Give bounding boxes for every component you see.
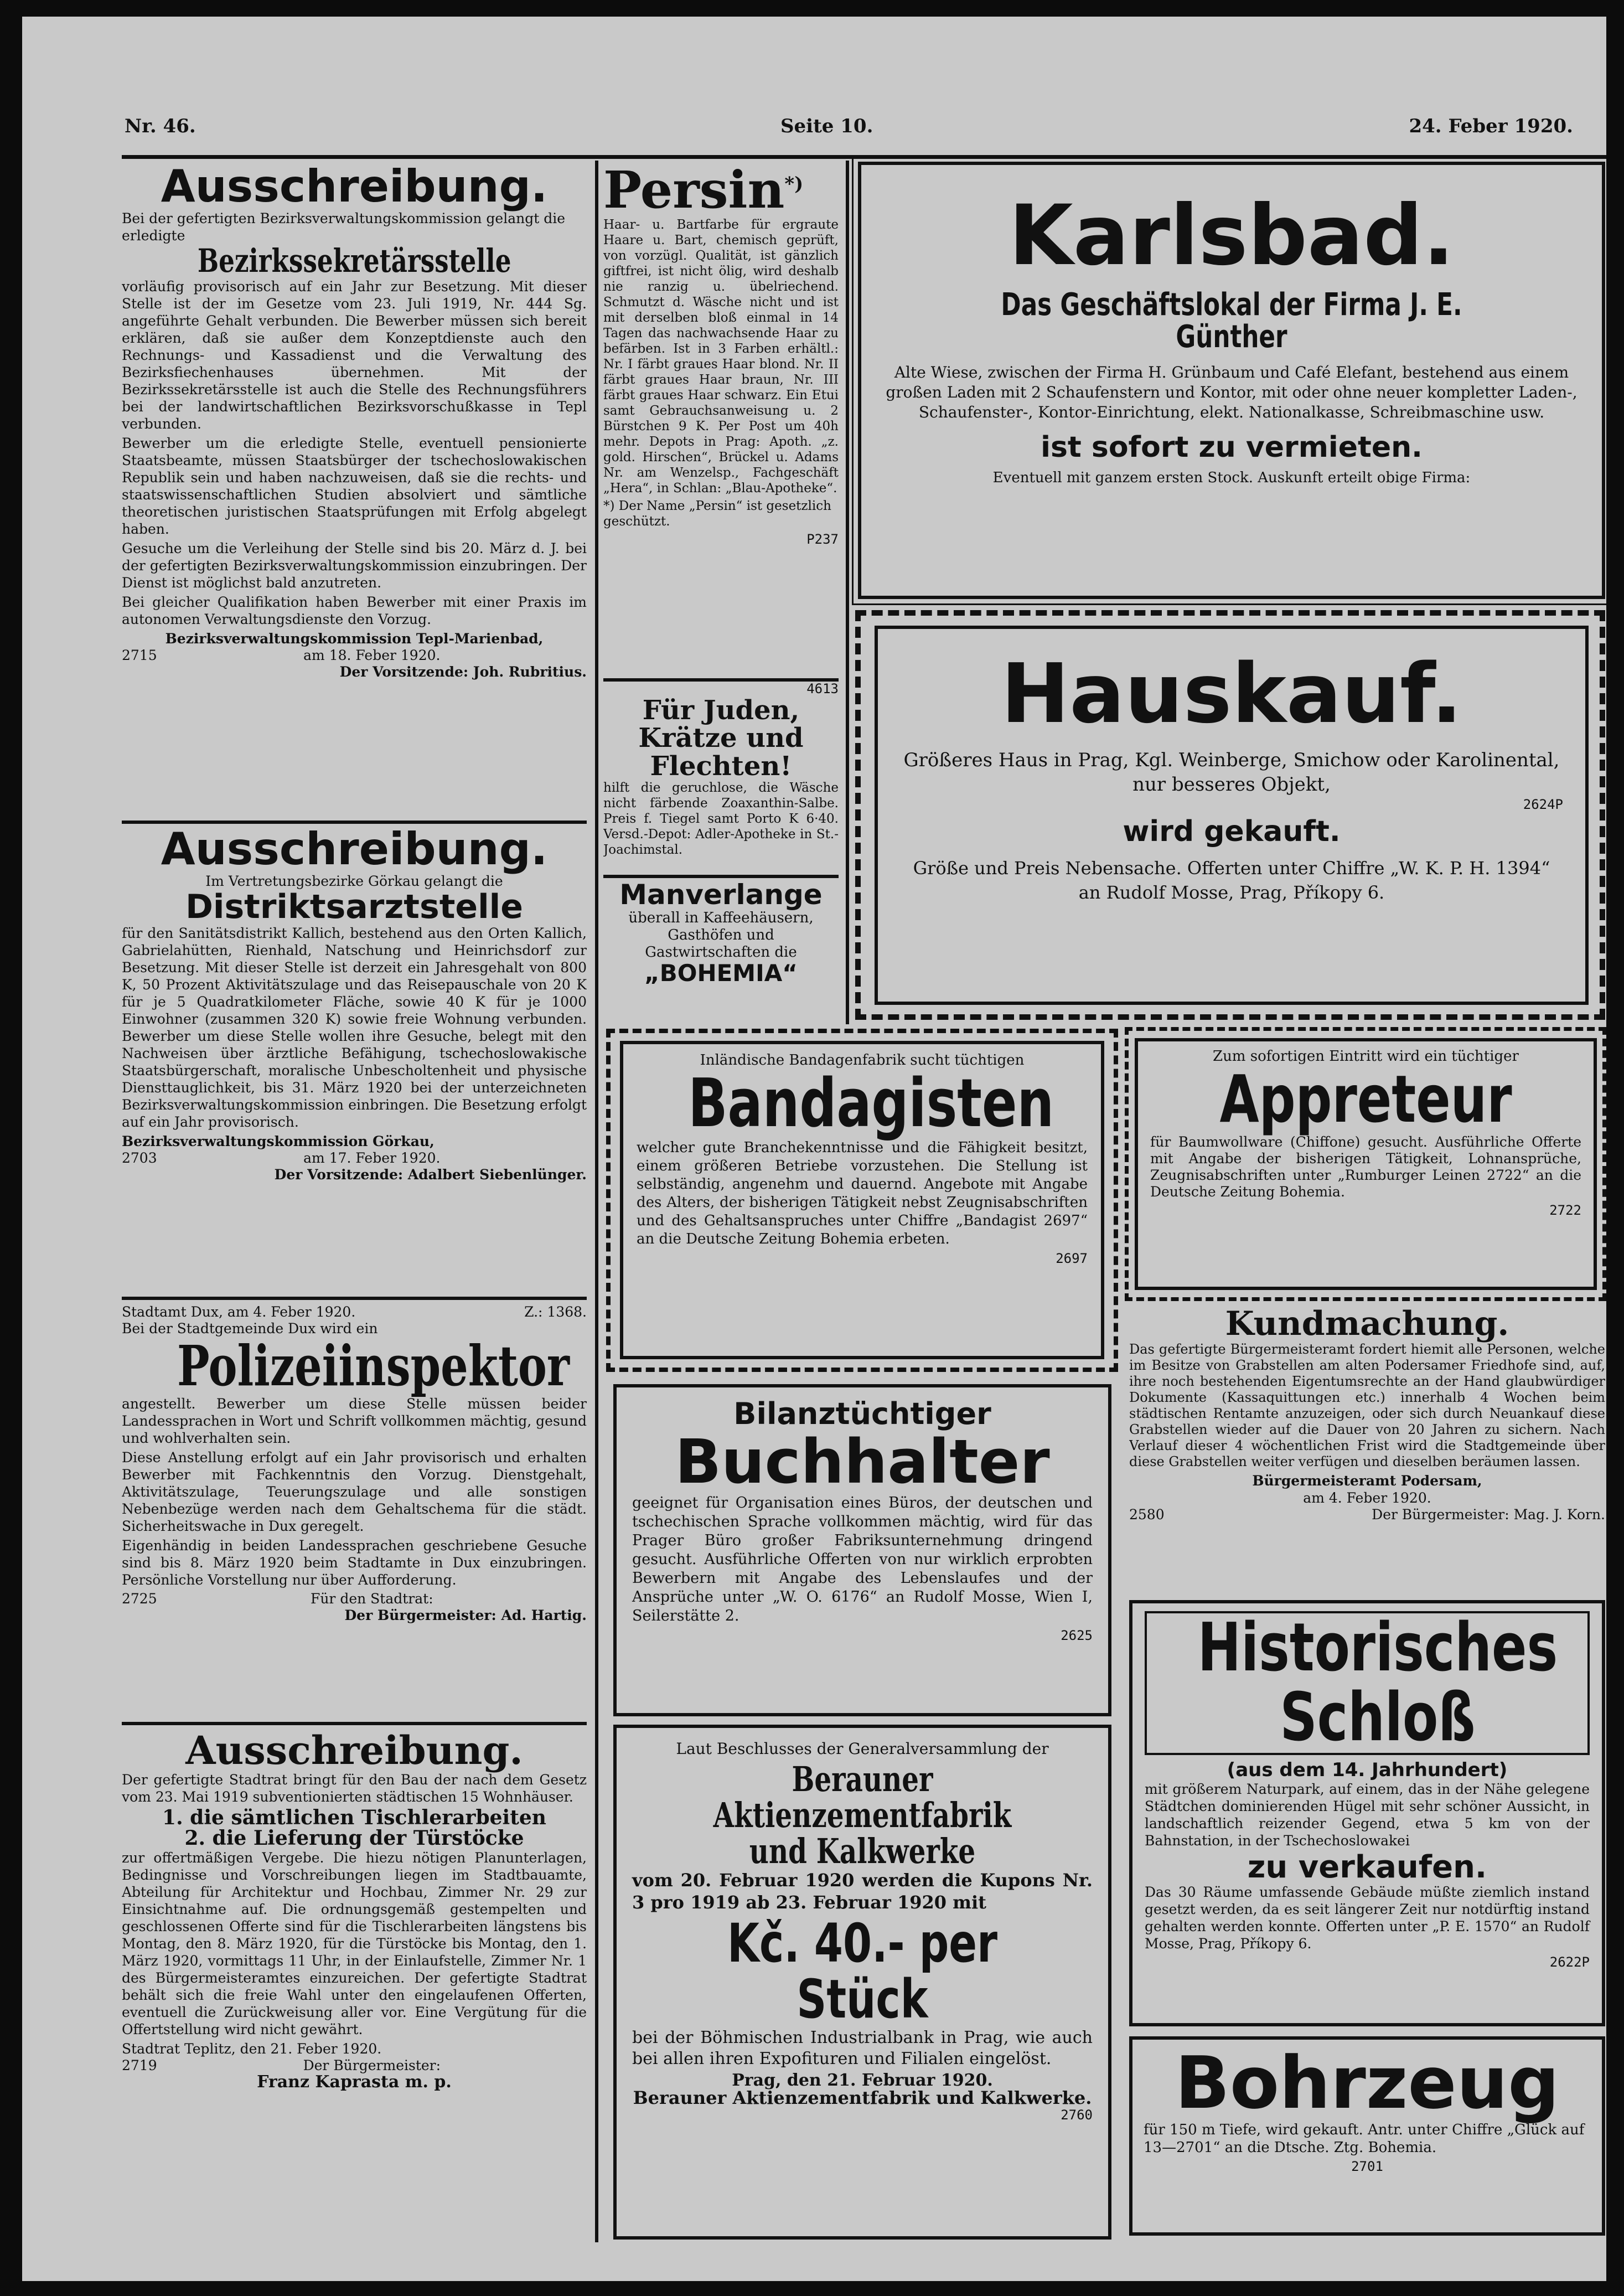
ad-date: am 17. Feber 1920.	[303, 1150, 441, 1166]
ad-signature: Der Bürgermeister: Mag. J. Korn.	[1372, 1506, 1605, 1523]
ad-top: Stadtamt Dux, am 4. Feber 1920.	[122, 1304, 356, 1320]
ad-body: vom 20. Februar 1920 werden die Kupons Nr. 3 pro 1919 ab 23. Februar 1920 mit	[632, 1870, 1093, 1913]
ad-title-2: Buchhalter	[675, 1426, 1050, 1497]
rule	[603, 875, 839, 878]
ad-for: Der Bürgermeister:	[303, 2057, 441, 2074]
issue-date: 24. Feber 1920.	[1409, 115, 1573, 137]
ad-body: hilft die geruchlose, die Wäsche nicht färbende Zoaxanthin-Salbe. Preis f. Tiegel samt Porto K 6·40. Versd.-Depot: Adler-Apotheke in St.-Joachimstal.	[603, 781, 839, 858]
ad-subtitle: Das Geschäftslokal der Firma J. E. Günther	[1001, 286, 1462, 355]
ad-polizeiinspektor	[122, 1304, 587, 1714]
ad-intro: Bei der Stadtgemeinde Dux wird ein	[122, 1320, 378, 1337]
ad-body: geeignet für Organisation eines Büros, der deutschen und tschechischen Sprache vollkommen mächtig, wird für das Prager Büro großer Fabriksunternehmung dringend gesucht. Ausführliche Offerten von nur wirklich erprobten Bewerbern mit Angabe des Lebenslaufes und der Ansprüche unter „W. O. 6176“ an Rudolf Mosse, Wien I, Seilerstätte 2.	[632, 1494, 1093, 1625]
ad-ref: Z.: 1368.	[524, 1304, 587, 1320]
ad-code: 4613	[806, 681, 839, 696]
ad-cta: wird gekauft.	[1123, 815, 1341, 849]
ad-title: Für Juden, Krätze und Flechten!	[638, 695, 804, 782]
ad-karlsbad	[858, 162, 1605, 599]
ad-fuesse	[603, 681, 839, 872]
ad-title: Karlsbad.	[1008, 188, 1455, 284]
ad-title: Bohrzeug	[1175, 2041, 1560, 2125]
ad-zementfabrik	[613, 1725, 1111, 2240]
ad-body-4: Bei gleicher Qualifikation haben Bewerber mit einer Praxis im autonomen Verwaltungsdienste den Vorzug.	[122, 594, 587, 627]
ad-footer: Größe und Preis Nebensache. Offerten unter Chiffre „W. K. P. H. 1394“ an Rudolf Mosse, Prag, Příkopy 6.	[913, 857, 1550, 903]
ad-for: Für den Stadtrat:	[310, 1591, 433, 1607]
rule	[122, 1722, 587, 1725]
issue-number: Nr. 46.	[125, 115, 196, 137]
ad-appreteur	[1135, 1038, 1597, 1290]
ad-schloss	[1129, 1600, 1605, 2026]
ad-item-2: 2. die Lieferung der Türstöcke	[184, 1827, 524, 1850]
ad-title: Persin*)	[603, 163, 804, 220]
ad-title: Ausschreibung.	[161, 826, 548, 875]
ad-intro: Bei der gefertigten Bezirksverwaltungskommission gelangt die erledigte	[122, 210, 566, 244]
ad-code: 2725	[122, 1591, 157, 1607]
ad-intro: Inländische Bandagenfabrik sucht tüchtigen	[700, 1052, 1025, 1069]
ad-body-2: bei der Böhmischen Industrialbank in Prag, wie auch bei allen ihren Expofituren und Filialen eingelöst.	[632, 2027, 1093, 2068]
ad-ausschreibung-sekretaer	[122, 163, 587, 814]
ad-body-2: Bewerber um die erledigte Stelle, eventuell pensionierte Staatsbeamte, müssen Staatsbürger der tschechoslowakischen Republik sein und haben nachzuweisen, daß sie die rechts- und staatswissenschaftlichen Studien absolviert und sämtliche theoretischen juristischen Staatsprüfungen mit Erfolg abgelegt haben.	[122, 435, 587, 537]
column-rule-1	[595, 161, 598, 2242]
ad-code: 2580	[1129, 1506, 1165, 1523]
column-rule-2	[846, 161, 849, 1024]
ad-issuer: Bezirksverwaltungskommission Görkau,	[122, 1133, 435, 1149]
ad-tischlerarbeiten	[122, 1730, 587, 2240]
ad-title-1: Bilanztüchtiger	[733, 1396, 991, 1431]
ad-code: 2760	[1061, 2107, 1093, 2123]
ad-signature: Der Vorsitzende: Joh. Rubritius.	[339, 663, 587, 680]
ad-code: 2719	[122, 2057, 157, 2074]
rule	[122, 821, 587, 824]
ad-title: Bandagisten	[688, 1065, 1054, 1142]
ad-date: am 4. Feber 1920.	[1303, 1490, 1431, 1506]
ad-code: 2624P	[1523, 797, 1563, 813]
ad-cta: zu verkaufen.	[1247, 1849, 1487, 1885]
ad-intro: Laut Beschlusses der Generalversammlung der	[676, 1740, 1049, 1758]
ad-body: für den Sanitätsdistrikt Kallich, bestehend aus den Orten Kallich, Gabrielahütten, Rienhald, Natschung und Heinrichsdorf zur Besetzung. Mit dieser Stelle ist derzeit ein Jahresgehalt von 800 K, 50 Prozent Aktivitätszulage und das Reisepauschale von 20 K für je 5 Quadratkilometer Fläche, sowie 40 K für je 1000 Einwohner (zusammen 320 K) sowie freie Wohnung verbunden. Bewerber um diese Stelle wollen ihre Gesuche, belegt mit den Nachweisen über ärztliche Befähigung, tschechoslowakische Staatsbürgerschaft, moralische Unbescholtenheit und physische Diensttauglichkeit, bis 31. März 1920 bei der unterzeichneten Bezirksverwaltungskommission einbringen. Die Besetzung erfolgt auf ein Jahr provisorisch.	[122, 925, 587, 1130]
ad-ausschreibung-distrikt	[122, 826, 587, 1288]
page-number: Seite 10.	[780, 115, 873, 137]
ad-code: 2715	[122, 647, 157, 663]
ad-body: welcher gute Branchekenntnisse und die Fähigkeit besitzt, einem größeren Betriebe vorzustehen. Die Stellung ist selbständig, angenehm und dauernd. Angebote mit Angabe des Alters, der bisherigen Tätigkeit nebst Zeugnisabschriften und des Gehaltsanspruches unter Chiffre „Bandagist 2697“ an die Deutsche Zeitung Bohemia erbeten.	[637, 1139, 1088, 1247]
ad-intro: Im Vertretungsbezirke Görkau gelangt die	[205, 873, 503, 889]
ad-body: vorläufig provisorisch auf ein Jahr zur Besetzung. Mit dieser Stelle ist der im Gesetze vom 23. Juli 1919, Nr. 444 Sg. angeführte Gehalt verbunden. Die Bewerber müssen sich bereit erklären, daß sie außer dem Konzeptdienste auch den Rechnungs- und Kassadienst und die Verwaltung des Bezirksfiechenhauses übernehmen. Mit der Bezirkssekretärsstelle ist auch die Stelle des Rechnungsführers bei der landwirtschaftlichen Bezirksvorschußkasse in Tepl verbunden.	[122, 278, 587, 432]
rule	[122, 1297, 587, 1300]
newspaper-page	[22, 17, 1606, 2281]
ad-code: 2697	[1056, 1251, 1088, 1266]
ad-footer: Eventuell mit ganzem ersten Stock. Auskunft erteilt obige Firma:	[992, 469, 1471, 486]
ad-title: Hauskauf.	[1001, 646, 1462, 741]
ad-body: mit größerem Naturpark, auf einem, das in der Nähe gelegene Städtchen dominierenden Hügel mit sehr schöner Aussicht, in landschaftlich reizender Gegend, etwa 5 km von der Bahnstation, in der Tschechoslowakei	[1145, 1781, 1590, 1849]
ad-code: 2703	[122, 1150, 157, 1166]
ad-place: Prag, den 21. Februar 1920.	[732, 2070, 993, 2090]
ad-date: am 18. Feber 1920.	[303, 647, 441, 663]
ad-paper: „BOHEMIA“	[644, 959, 798, 987]
ad-sub: (aus dem 14. Jahrhundert)	[1227, 1759, 1508, 1781]
ad-intro: Zum sofortigen Eintritt wird ein tüchtiger	[1213, 1048, 1519, 1065]
ad-body: für 150 m Tiefe, wird gekauft. Antr. unter Chiffre „Glück auf 13—2701“ an die Dtsche. Ztg. Bohemia.	[1144, 2121, 1585, 2156]
ad-hauskauf	[875, 626, 1589, 1005]
ad-title: Historisches Schloß	[1145, 1611, 1590, 1755]
ad-body: Größeres Haus in Prag, Kgl. Weinberge, Smichow oder Karolinental, nur besseres Objekt,	[903, 749, 1560, 796]
ad-body: Haar- u. Bartfarbe für ergraute Haare u. Bart, chemisch geprüft, von vorzügl. Qualität, ist gänzlich giftfrei, ist nicht ölig, wird deshalb nie ranzig u. übelriechend. Schmutzt d. Wäsche nicht und ist mit derselben bloß einmal in 14 Tagen das nachwachsende Haar zu befärben. Ist in 3 Farben erhältl.: Nr. I färbt graues Haar blond. Nr. II färbt graues Haar braun, Nr. III färbt graues Haar schwarz. Ein Etui samt Gebrauchsanweisung u. 2 Bürstchen 9 K. Per Post um 40h mehr. Depots in Prag: Apoth. „z. gold. Hirschen“, Brückel u. Adams Nr. am Wenzelsp., Fachgeschäft „Hera“, in Schlan: „Blau-Apotheke“.	[603, 217, 839, 496]
ad-position: Distriktsarztstelle	[185, 888, 523, 926]
ad-item-1: 1. die sämtlichen Tischlerarbeiten	[162, 1805, 546, 1829]
ad-title: Appreteur	[1219, 1061, 1512, 1137]
ad-price: Kč. 40.- per Stück	[727, 1912, 998, 2031]
ad-title: Kundmachung.	[1225, 1307, 1509, 1343]
ad-title: Manverlange	[619, 880, 823, 911]
ad-body: zur offertmäßigen Vergebe. Die hiezu nötigen Planunterlagen, Bedingnisse und Vorschreibungen liegen im Stadtbauamte, Abteilung für Architektur und Hochbau, Zimmer Nr. 29 zur Einsichtnahme auf. Die ordnungsgemäß gestempelten und geschlossenen Offerte sind für die Tischlerarbeiten längstens bis Montag, den 8. März 1920, für die Türstöcke bis Montag, den 1. März 1920, vormittags 11 Uhr, in der Einlaufstelle, Zimmer Nr. 1 des Bürgermeisteramtes einzureichen. Der gefertigte Stadtrat behält sich die freie Wahl unter den eingelaufenen Offerten, eventuell die Zurückweisung aller vor. Eine Vergütung für die Offertstellung wird nicht gewährt.	[122, 1850, 587, 2038]
ad-persin	[603, 163, 839, 675]
ad-title: Berauner Aktienzementfabrik und Kalkwerke	[713, 1759, 1012, 1872]
ad-code: P237	[806, 531, 839, 547]
ad-body-2: Diese Anstellung erfolgt auf ein Jahr provisorisch und erhalten Bewerber mit Fachkenntnis den Vorzug. Dienstgehalt, Aktivitätszulage, Teuerungszulage und alle sonstigen Nebenbezüge werden nach dem Gehaltschema für die städt. Sicherheitswache in Dux geregelt.	[122, 1449, 587, 1534]
ad-cta: ist sofort zu vermieten.	[1041, 431, 1423, 465]
header-rule	[122, 155, 1606, 159]
ad-signature: Franz Kaprasta m. p.	[257, 2072, 452, 2092]
ad-note: *) Der Name „Persin“ ist gesetzlich geschützt.	[603, 498, 831, 529]
ad-manverlange	[603, 880, 839, 1019]
ad-body: angestellt. Bewerber um diese Stelle müssen beider Landessprachen in Wort und Schrift vollkommen mächtig, gesund und wohlverhalten sein.	[122, 1396, 587, 1446]
ad-signature: Berauner Aktienzementfabrik und Kalkwerke.	[633, 2087, 1092, 2108]
ad-title: Ausschreibung.	[185, 1730, 523, 1773]
ad-code: 2622P	[1549, 1954, 1590, 1970]
ad-title: Ausschreibung.	[161, 163, 548, 212]
ad-body: überall in Kaffeehäusern, Gasthöfen und Gastwirtschaften die	[628, 909, 814, 961]
ad-title: Polizeiinspektor	[177, 1333, 570, 1399]
ad-buchhalter	[613, 1384, 1111, 1716]
ad-issuer: Bezirksverwaltungskommission Tepl-Marienbad,	[165, 630, 544, 647]
ad-body: Alte Wiese, zwischen der Firma H. Grünbaum und Café Elefant, bestehend aus einem großen Laden mit 2 Schaufenstern und Kontor, mit oder ohne neuer kompletter Laden-, Schaufenster-, Kontor-Einrichtung, elekt. Nationalkasse, Schreibmaschine usw.	[886, 363, 1578, 422]
ad-kundmachung	[1129, 1307, 1605, 1595]
ad-code: 2701	[1351, 2158, 1383, 2174]
ad-intro: Der gefertigte Stadtrat bringt für den Bau der nach dem Gesetz vom 23. Mai 1919 subventionierten städtischen 15 Wohnhäuser.	[122, 1771, 587, 1805]
ad-body-3: Gesuche um die Verleihung der Stelle sind bis 20. März d. J. bei der gefertigten Bezirksverwaltungskommission einzubringen. Der Dienst ist möglichst bald anzutreten.	[122, 540, 587, 591]
ad-body-3: Eigenhändig in beiden Landessprachen geschriebene Gesuche sind bis 8. März 1920 beim Stadtamte in Dux einzubringen. Persönliche Vorstellung nur über Aufforderung.	[122, 1537, 587, 1588]
ad-bohrzeug	[1129, 2036, 1605, 2236]
ad-body: Das gefertigte Bürgermeisteramt fordert hiemit alle Personen, welche im Besitze von Grabstellen am alten Podersamer Friedhofe sind, auf, ihre noch bestehenden Eigentumsrechte an der Hand glaubwürdiger Dokumente (Kassaquittungen etc.) innerhalb 4 Wochen beim städtischen Rentamte anzuzeigen, oder sich durch Neuankauf diese Grabstellen wieder auf die Dauer von 20 Jahren zu sichern. Nach Verlauf dieser 4 wöchentlichen Frist wird die Stadtgemeinde über diese Grabstellen weiter verfügen und dieselben beräumen lassen.	[1129, 1342, 1605, 1469]
ad-body: für Baumwollware (Chiffone) gesucht. Ausführliche Offerte mit Angabe der bisherigen Tätigkeit, Lohnansprüche, Zeugnisabschriften unter „Rumburger Leinen 2722“ an die Deutsche Zeitung Bohemia.	[1150, 1133, 1581, 1200]
ad-code: 2625	[1061, 1628, 1093, 1644]
ad-signature: Der Vorsitzende: Adalbert Siebenlünger.	[274, 1167, 587, 1183]
ad-code: 2722	[1549, 1202, 1581, 1218]
ad-bandagisten	[620, 1041, 1104, 1359]
ad-issuer: Bürgermeisteramt Podersam,	[1252, 1473, 1482, 1489]
ad-body-2: Das 30 Räume umfassende Gebäude müßte ziemlich instand gesetzt werden, da es seit längerer Zeit nur notdürftig instand gehalten werden konnte. Offerten unter „P. E. 1570“ an Rudolf Mosse, Prag, Příkopy 6.	[1145, 1884, 1590, 1952]
ad-place: Stadtrat Teplitz, den 21. Feber 1920.	[122, 2041, 382, 2057]
ad-position: Bezirkssekretärsstelle	[197, 242, 511, 280]
ad-signature: Der Bürgermeister: Ad. Hartig.	[344, 1607, 587, 1623]
